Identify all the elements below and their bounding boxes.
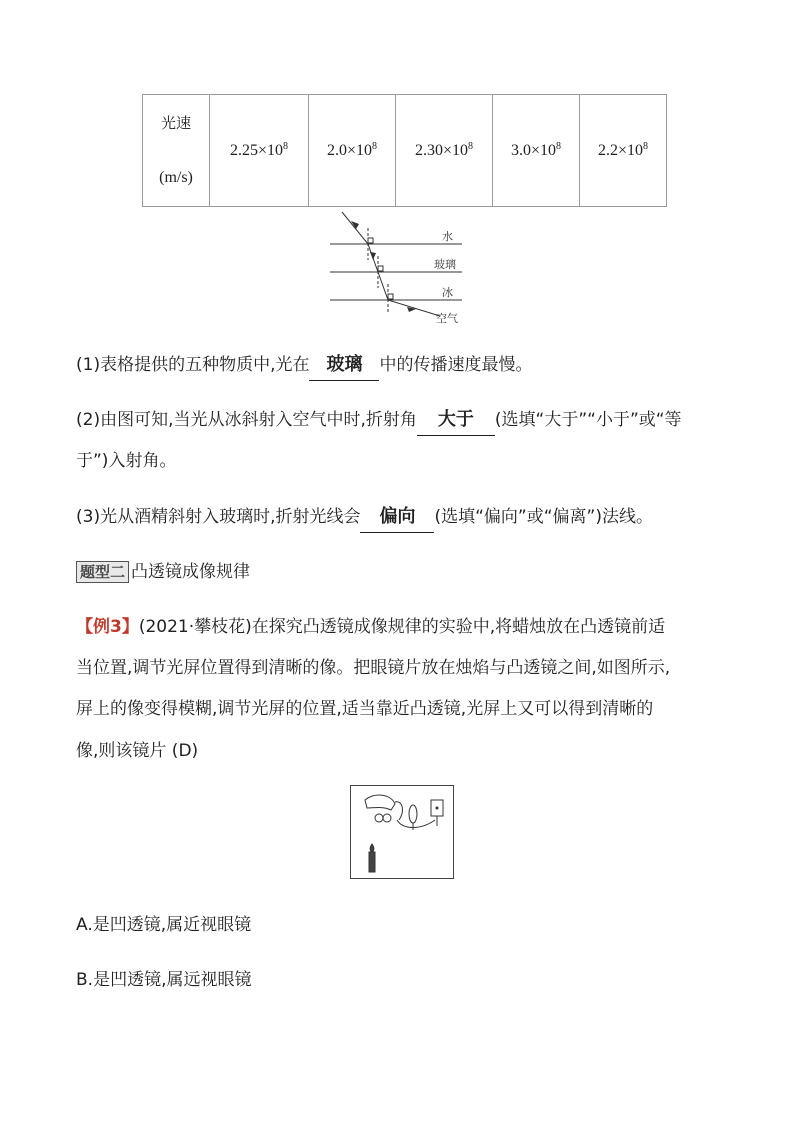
example-line-4: 像,则该镜片 (D) <box>76 741 199 761</box>
glasses-arm <box>395 802 402 820</box>
medium-label: 空气 <box>436 312 458 325</box>
header-label: 光速 <box>160 114 191 132</box>
speed-cell: $2.2\times 10^8$ <box>580 95 667 207</box>
candle-icon <box>369 852 375 872</box>
question-2-continued: 于”)入射角。 <box>76 451 177 471</box>
lens-glass-icon <box>375 814 383 822</box>
answer-blank: 玻璃 <box>309 350 379 381</box>
section-title: 凸透镜成像规律 <box>131 562 251 582</box>
example-label: 【例3】 <box>76 617 139 637</box>
right-angle-mark <box>388 294 393 299</box>
section-heading <box>76 557 250 587</box>
lens-glass-icon <box>383 814 391 822</box>
example-line-2: 当位置,调节光屏位置得到清晰的像。把眼镜片放在烛焰与凸透镜之间,如图所示, <box>76 658 671 678</box>
question-2: (2)由图可知,当光从冰斜射入空气中时,折射角 大于 (选填“大于”“小于”或“等 <box>76 405 682 436</box>
right-angle-mark <box>378 266 383 271</box>
table-header-cell <box>143 95 210 207</box>
convex-lens-icon <box>409 805 417 823</box>
flame-icon <box>370 844 374 852</box>
light-speed-table <box>142 94 667 207</box>
right-angle-mark <box>368 238 373 243</box>
answer-blank: 偏向 <box>360 502 434 533</box>
question-1: (1)表格提供的五种物质中,光在 玻璃 中的传播速度最慢。 <box>76 350 532 381</box>
example-line-1: 【例3】(2021·攀枝花)在探究凸透镜成像规律的实验中,将蜡烛放在凸透镜前适 <box>76 617 666 637</box>
option-a: A.是凹透镜,属近视眼镜 <box>76 915 252 935</box>
option-b: B.是凹透镜,属远视眼镜 <box>76 970 252 990</box>
speed-cell: $2.30\times 10^8$ <box>396 95 493 207</box>
refraction-diagram <box>330 208 470 328</box>
arrow-icon <box>370 252 376 260</box>
section-tag: 题型二 <box>76 561 129 583</box>
medium-label: 玻璃 <box>434 258 456 271</box>
speed-cell: $3.0\times 10^8$ <box>493 95 580 207</box>
medium-label: 冰 <box>442 286 453 299</box>
question-3: (3)光从酒精斜射入玻璃时,折射光线会 偏向 (选填“偏向”或“偏离”)法线。 <box>76 502 653 533</box>
medium-label: 水 <box>442 230 453 243</box>
header-unit: (m/s) <box>159 169 193 186</box>
experiment-figure <box>350 785 454 879</box>
example-line-3: 屏上的像变得模糊,调节光屏的位置,适当靠近凸透镜,光屏上又可以得到清晰的 <box>76 699 654 719</box>
speed-cell: $2.0\times 10^8$ <box>309 95 396 207</box>
answer-blank: 大于 <box>417 405 495 436</box>
table-row <box>143 95 667 207</box>
apparatus-illustration <box>351 786 453 878</box>
speed-cell: $2.25\times 10^8$ <box>210 95 309 207</box>
hand-icon <box>365 795 395 810</box>
